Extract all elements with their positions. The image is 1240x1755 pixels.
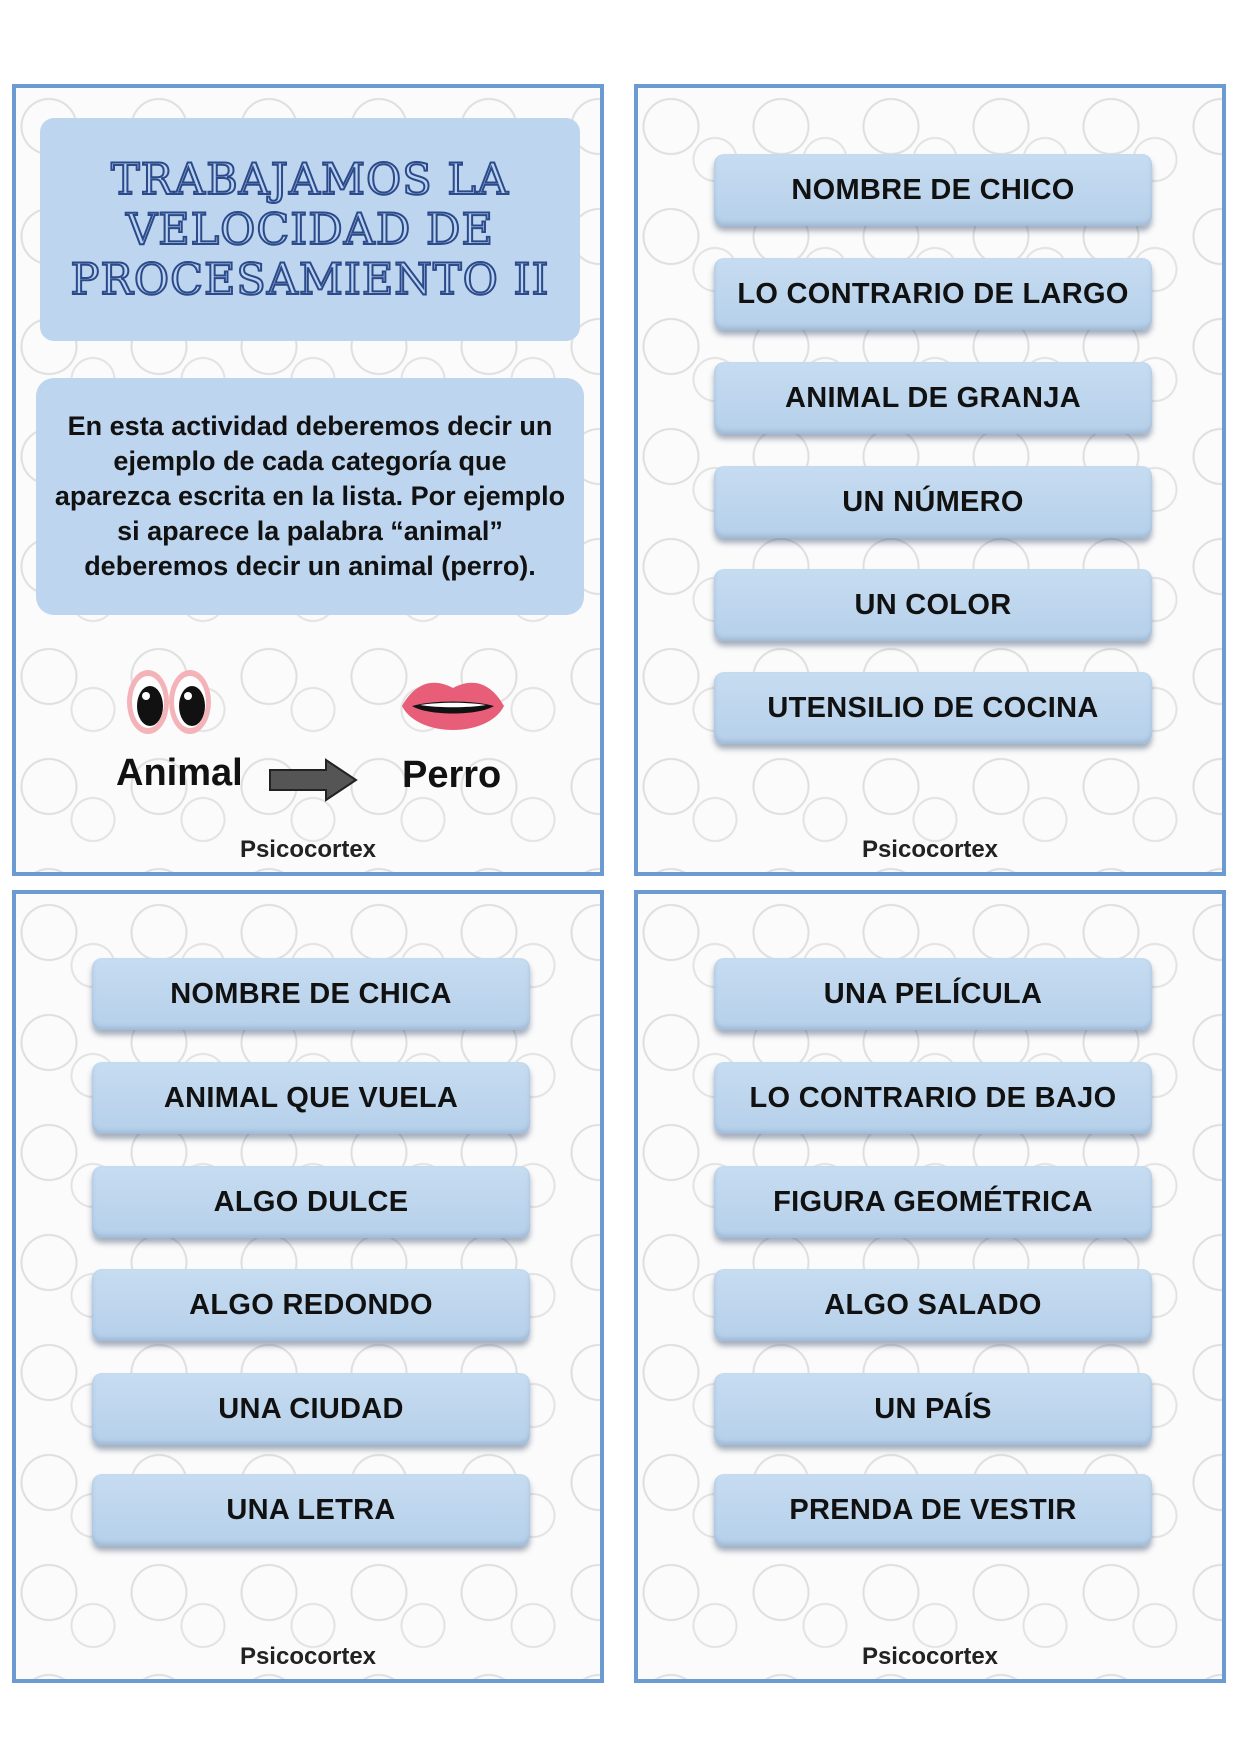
category-item: NOMBRE DE CHICO [714,154,1152,226]
instructions: En esta actividad deberemos decir un ejemplo de cada categoría que aparezca escrita en la lista. Por ejemplo si aparece la palabra “animal” deberemos decir un animal (perro). [36,378,584,615]
example-answer: Perro [402,754,502,796]
category-item: UNA LETRA [92,1474,530,1546]
category-item: ALGO DULCE [92,1166,530,1238]
intro-card [12,84,604,876]
category-card-4 [634,890,1226,1683]
category-item: UN NÚMERO [714,466,1152,538]
category-item: PRENDA DE VESTIR [714,1474,1152,1546]
category-item: ALGO REDONDO [92,1269,530,1341]
page-title: TRABAJAMOS LA VELOCIDAD DE PROCESAMIENTO II [70,154,550,305]
category-item: FIGURA GEOMÉTRICA [714,1166,1152,1238]
category-item: UNA CIUDAD [92,1373,530,1445]
eyes-icon [124,666,214,738]
footer-brand: Psicocortex [861,836,999,863]
category-item: UN COLOR [714,569,1152,641]
category-item: LO CONTRARIO DE BAJO [714,1062,1152,1134]
footer-brand: Psicocortex [239,1643,377,1670]
category-item: NOMBRE DE CHICA [92,958,530,1030]
category-item: LO CONTRARIO DE LARGO [714,258,1152,330]
category-item: ANIMAL QUE VUELA [92,1062,530,1134]
arrow-right-icon [268,758,358,802]
category-card-3 [12,890,604,1683]
footer-brand: Psicocortex [239,836,377,863]
mouth-icon [398,672,508,744]
title-box [40,118,580,341]
category-item: ANIMAL DE GRANJA [714,362,1152,434]
category-item: UTENSILIO DE COCINA [714,672,1152,744]
category-item: UNA PELÍCULA [714,958,1152,1030]
example-category: Animal [116,752,243,794]
category-card-2 [634,84,1226,876]
footer-brand: Psicocortex [861,1643,999,1670]
category-item: ALGO SALADO [714,1269,1152,1341]
category-item: UN PAÍS [714,1373,1152,1445]
